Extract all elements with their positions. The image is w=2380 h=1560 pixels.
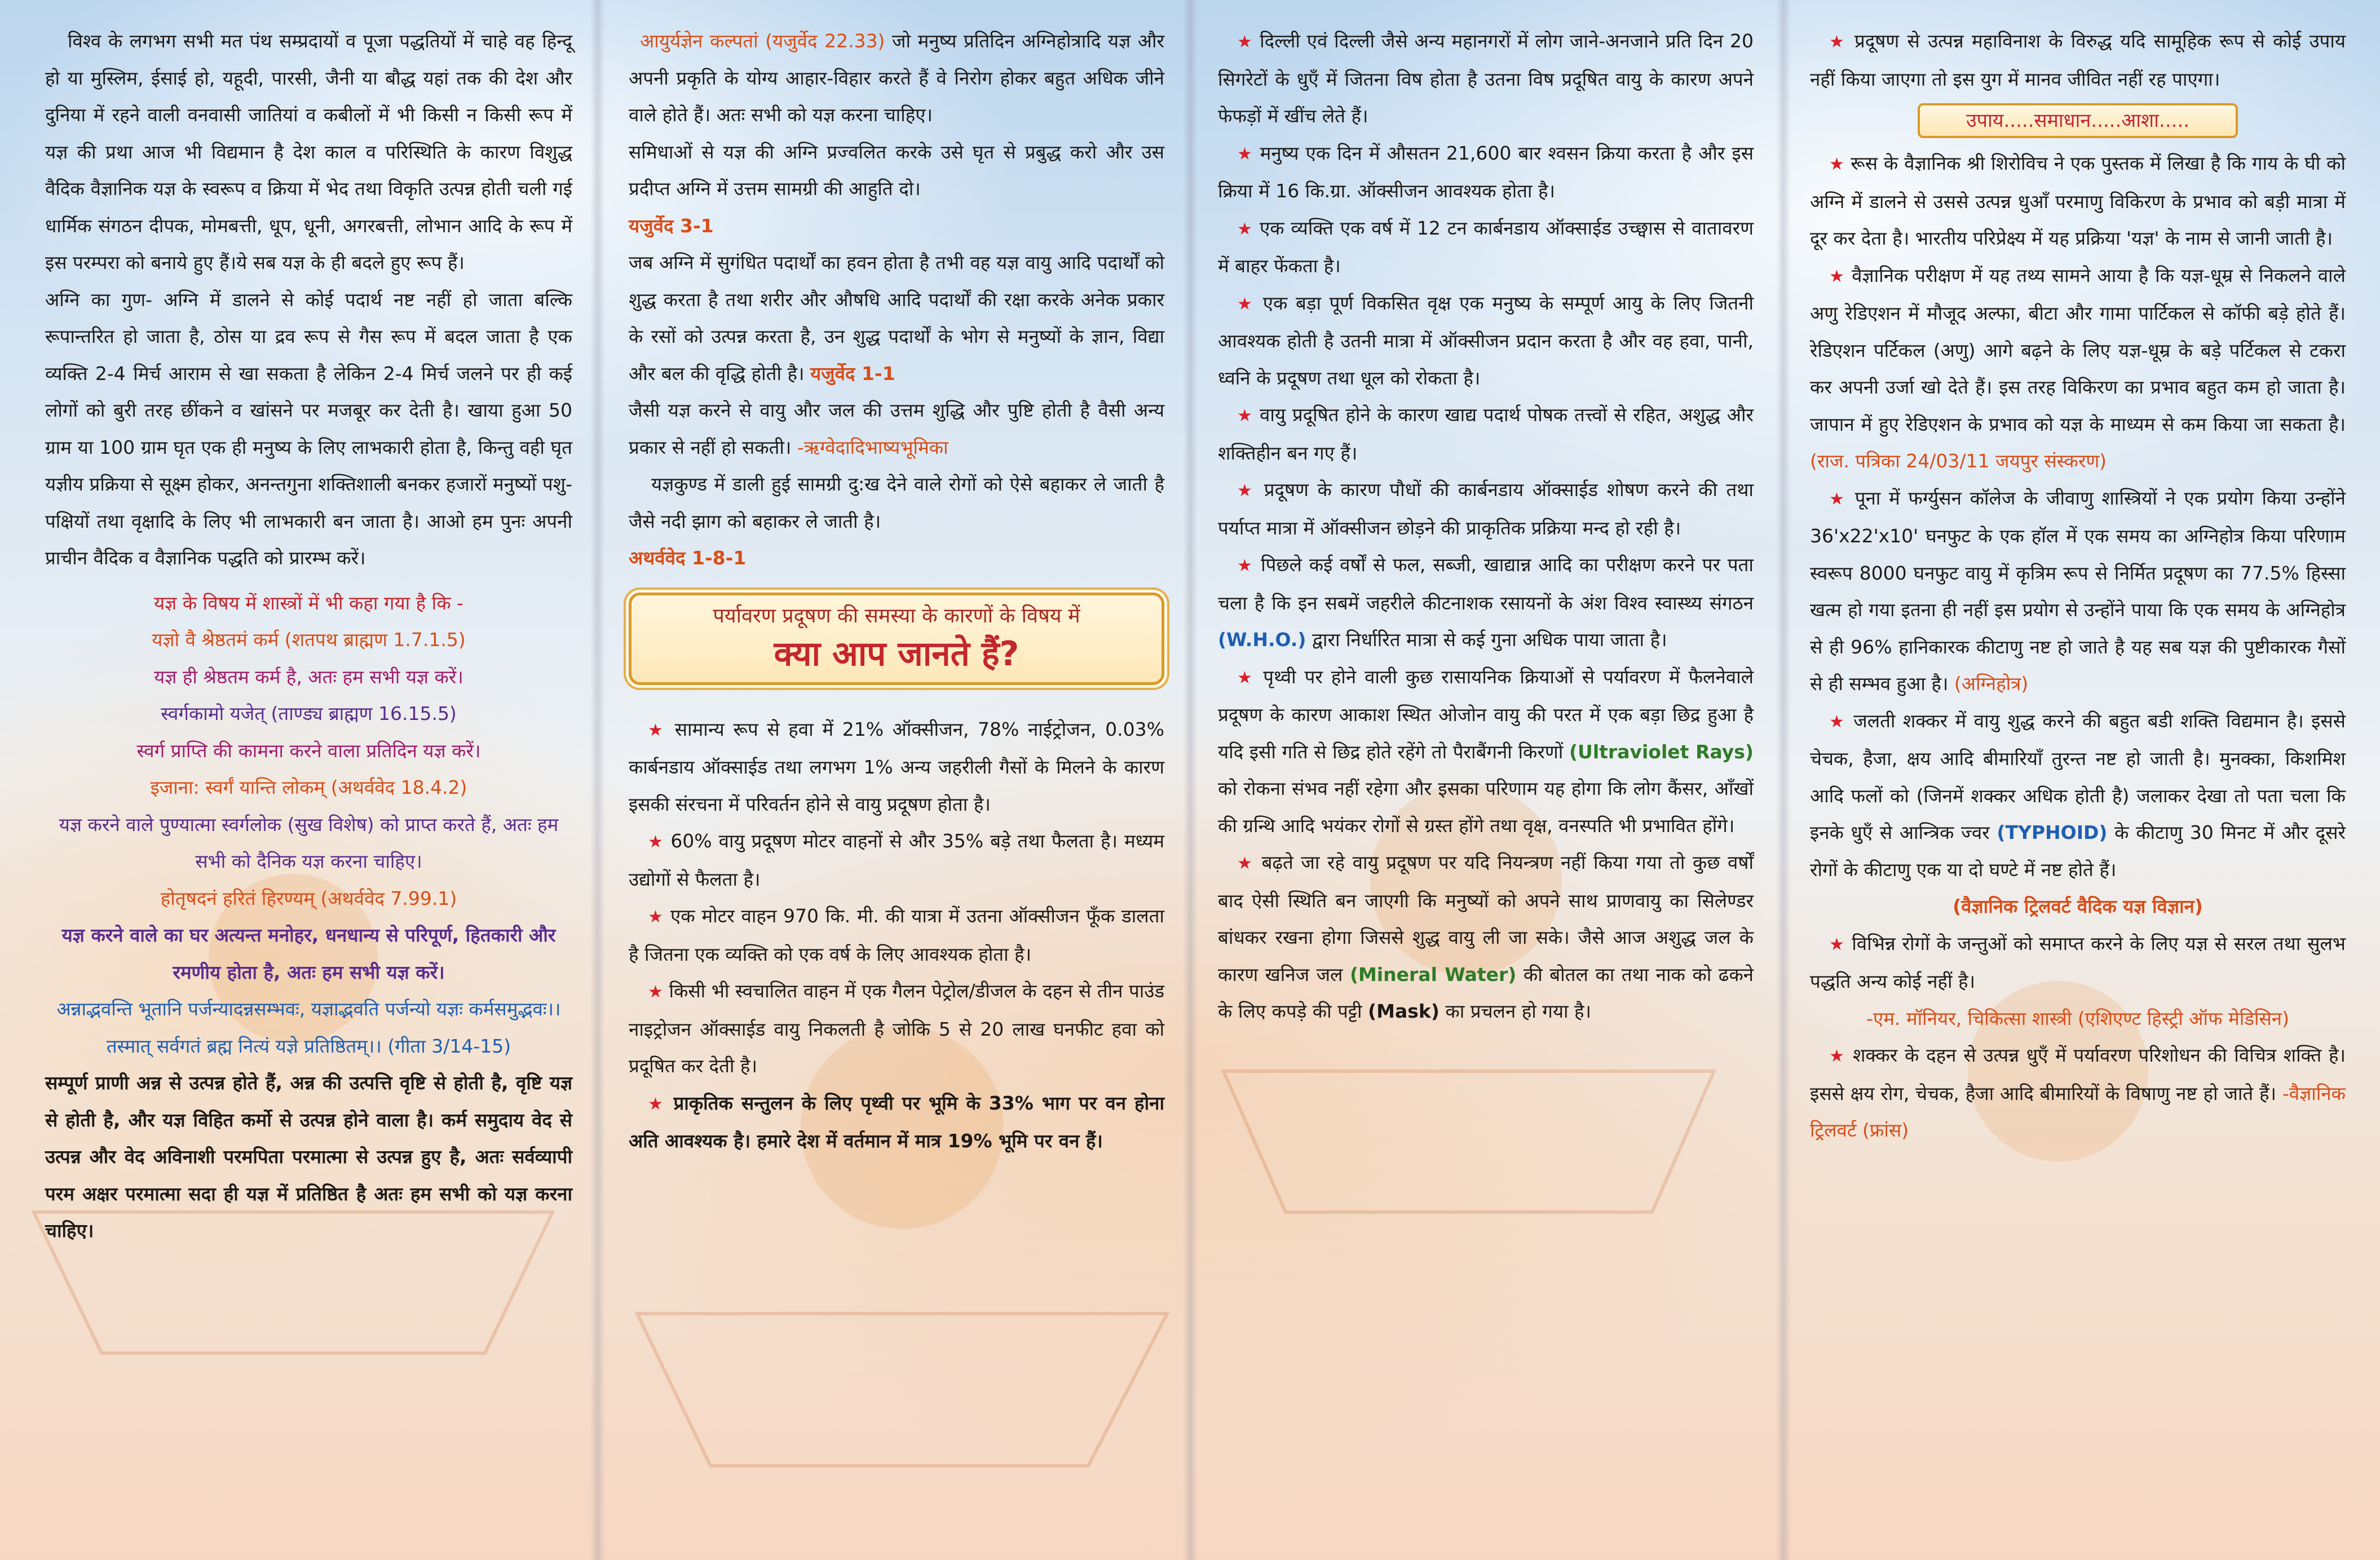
fact-pesticides <box>1218 546 1754 659</box>
star-icon: ★ <box>1829 1046 1846 1066</box>
outro-paragraph: सम्पूर्ण प्राणी अन्न से उत्पन्न होते हैं, अन्न की उत्पत्ति वृष्टि से होती है, वृष्टि यज्ञ से होती है, और यज्ञ विहित कर्मो से उत्पन्न होने वाला है। कर्म समुदाय वेद से उत्पन्न और वेद अविनाशी परमपिता परमात्मा से उत्पन्न हुए है, अतः सर्वव्यापी परम अक्षर परमात्मा सदा ही यज्ञ में प्रतिष्ठित है अतः हम सभी को यज्ञ करना चाहिए। <box>45 1072 572 1241</box>
banner-title: क्या आप जानते हैं? <box>774 634 1019 674</box>
ref-agnihotra: (अग्निहोत्र) <box>1954 673 2029 695</box>
fold-line-1 <box>590 0 605 1560</box>
fact-text: का प्रचलन हो गया है। <box>1445 1000 1592 1022</box>
star-icon: ★ <box>648 982 663 1002</box>
ref-yajurved-3-1: यजुर्वेद 3-1 <box>629 214 714 237</box>
havan-text: जब अग्नि में सुगंधित पदार्थों का हवन होता है तभी वह यज्ञ वायु आदि पदार्थों को शुद्ध करता है तथा शरीर और औषधि आदि पदार्थों की रक्षा करके अनेक प्रकार के रसों को उत्पन्न करता है, उन शुद्ध पदार्थों के भोग से मनुष्यों के ज्ञान, विद्या और बल की वृद्धि होती है। <box>629 251 1164 385</box>
fact-food <box>1218 396 1754 471</box>
panel-1 <box>45 23 572 1545</box>
fact-vehicle-oxygen <box>629 898 1164 973</box>
radiation-paragraph <box>1810 257 2346 480</box>
star-icon: ★ <box>1237 481 1256 501</box>
warning-paragraph <box>1810 23 2346 98</box>
warning-text: प्रदूषण से उत्पन्न महाविनाश के विरुद्ध यदि सामूहिक रूप से कोई उपाय नहीं किया जाएगा तो इस युग में मानव जीवित नहीं रह पाएगा। <box>1810 30 2346 90</box>
fact-text: द्वारा निर्धारित मात्रा से कई गुना अधिक पाया जाता है। <box>1312 629 1667 651</box>
kund-paragraph: यज्ञकुण्ड में डाली हुई सामग्री दु:ख देने वाले रोगों को ऐसे बहाकर ले जाती है जैसे नदी झाग को बहाकर ले जाती है। <box>629 473 1164 532</box>
fact-breathing <box>1218 135 1754 210</box>
ayur-text: जो मनुष्य प्रतिदिन अग्निहोत्रादि यज्ञ और अपनी प्रकृति के योग्य आहार-विहार करते हैं वे निरोग होकर बहुत अधिक जीने वाले होते हैं। अतः सभी को यज्ञ करना चाहिए। <box>629 30 1164 126</box>
fact-text: बढ़ते जा रहे वायु प्रदूषण पर यदि नियन्त्रण नहीं किया गया तो कुछ वर्षों बाद ऐसी स्थिति बन जाएगी कि मनुष्यों को अपने साथ प्राणवायु का सिलेण्डर बांधकर रखना होगा जिससे शुद्ध वायु ली जा सके। जैसे आज अशुद्ध जल के कारण खनिज जल <box>1218 851 1754 986</box>
star-icon: ★ <box>1829 154 1845 174</box>
star-icon: ★ <box>1237 556 1254 576</box>
fact-text: किसी भी स्वचालित वाहन में एक गैलन पेट्रोल/डीजल के दहन से तीन पाउंड नाइट्रोजन ऑक्साईड वायु निकलती है जोकि 5 से 20 लाख घनफीट हवा को प्रदूषित कर देती है। <box>629 980 1164 1077</box>
star-icon: ★ <box>1237 294 1255 314</box>
verse-4-meaning: यज्ञ करने वाले का घर अत्यन्त मनोहर, धनधान्य से परिपूर्ण, हितकारी और रमणीय होता है, अतः हम सभी यज्ञ करें। <box>61 924 556 983</box>
ref-rigvedadi: -ऋग्वेदादिभाष्यभूमिका <box>797 436 948 458</box>
ref-yajurved-1-1: यजुर्वेद 1-1 <box>810 362 895 385</box>
verse-4: होतृषदनं हरितं हिरण्यम् (अथर्ववेद 7.99.1) <box>160 887 457 909</box>
star-icon: ★ <box>1237 668 1255 688</box>
fact-text: मनुष्य एक दिन में औसतन 21,600 बार श्वसन क्रिया करता है और इस क्रिया में 16 कि.ग्रा. ऑक्सीजन आवश्यक होता है। <box>1218 142 1754 202</box>
star-icon: ★ <box>648 1094 665 1114</box>
fact-text: की बोतल का तथा नाक को ढकने के लिए कपड़े की पट्टी <box>1218 963 1754 1022</box>
shastra-heading: यज्ञ के विषय में शास्त्रों में भी कहा गया है कि - <box>154 591 463 614</box>
russia-text: रूस के वैज्ञानिक श्री शिरोविच ने एक पुस्तक में लिखा है कि गाय के घी को अग्नि में डालने से उससे उत्पन्न धुआँ परमाणु विकिरण के प्रभाव को बड़ी मात्रा में दूर कर देता है। भारतीय परिप्रेक्ष्य में यह प्रक्रिया 'यज्ञ' के नाम से जानी जाती है। <box>1810 152 2346 249</box>
who-label: (W.H.O.) <box>1218 629 1306 651</box>
fact-text: को रोकना संभव नहीं रहेगा और इसका परिणाम यह होगा कि लोग कैंसर, आँखों की ग्रन्थि आदि भयंकर रोगों से ग्रस्त होंगे तथा वृक्ष, वनस्पति भी प्रभावित होंगे। <box>1218 777 1754 837</box>
fact-text: वायु प्रदूषित होने के कारण खाद्य पदार्थ पोषक तत्त्वों से रहित, अशुद्ध और शक्तिहीन बन गए हैं। <box>1218 404 1754 464</box>
sugar-paragraph <box>1810 702 2346 889</box>
star-icon: ★ <box>648 720 666 740</box>
sugar-smoke-text: शक्कर के दहन से उत्पन्न धुएँ में पर्यावरण परिशोधन की विचित्र शक्ति है। इससे क्षय रोग, चेचक, हैजा आदि बीमारियों के विषाणु नष्ट हो जाते हैं। <box>1810 1044 2346 1104</box>
fact-plants <box>1218 471 1754 546</box>
star-icon: ★ <box>1829 32 1847 52</box>
shuddhi-text: जैसी यज्ञ करने से वायु और जल की उत्तम शुद्धि और पुष्टि होती है वैसी अन्य प्रकार से नहीं हो सकती। <box>629 399 1164 458</box>
star-icon: ★ <box>1829 489 1847 509</box>
fact-future <box>1218 844 1754 1030</box>
pune-text: पूना में फर्ग्युसन कॉलेज के जीवाणु शास्त्रियों ने एक प्रयोग किया उन्होंने 36'x22'x10' घनफुट के एक हॉल में एक समय का अग्निहोत्र किया परिणाम स्वरूप 8000 घनफुट वायु में कृत्रिम रूप से निर्मित प्रदूषण का 77.5% हिस्सा खत्म हो गया इतना ही नहीं इस प्रयोग से उन्होंने पाया कि एक समय के अग्निहोत्र से ही 96% हानिकारक कीटाणु नष्ट हो जाते है यह सब यज्ञ की पुष्टीकारक गैसों से ही सम्भव हुआ है। <box>1810 487 2346 695</box>
fact-gallon-fuel <box>629 973 1164 1085</box>
star-icon: ★ <box>648 907 664 927</box>
radiation-text: वैज्ञानिक परीक्षण में यह तथ्य सामने आया है कि यज्ञ-धूम्र से निकलने वाले अणु रेडिएशन में मौजूद अल्फा, बीटा और गामा पार्टिकल से कॉफी बड़े होते हैं। रेडिएशन पर्टिकल (अणु) आगे बढ़ने के लिए यज्ञ-धूम्र के बड़े पर्टिकल से टकरा कर अपनी उर्जा खो देते हैं। इस तरह विकिरण का प्रभाव बहुत कम हो जाता है। जापान में हुए रेडिएशन के प्रभाव को यज्ञ के माध्यम से कम किया जा सकता है। <box>1810 264 2346 435</box>
fact-text: एक बड़ा पूर्ण विकसित वृक्ष एक मनुष्य के सम्पूर्ण आयु के लिए जितनी आवश्यक होती है उतनी मात्रा में ऑक्सीजन प्रदान करता है और वह हवा, पानी, ध्वनि के प्रदूषण तथा धूल को रोकता है। <box>1218 291 1754 389</box>
fact-text: दिल्ली एवं दिल्ली जैसे अन्य महानगरों में लोग जाने-अनजाने प्रति दिन 20 सिगरेटों के धुएँ में जितना विष होता है उतना विष प्रदूषित वायु के कारण अपने फेफड़ों में खींच लेते हैं। <box>1218 30 1754 127</box>
havan-paragraph <box>629 244 1164 392</box>
samidha-paragraph: समिधाओं से यज्ञ की अग्नि प्रज्वलित करके उसे घृत से प्रबुद्ध करो और उस प्रदीप्त अग्नि में उत्तम सामग्री की आहुति दो। <box>629 140 1164 200</box>
verse-3-meaning: यज्ञ करने वाले पुण्यात्मा स्वर्गलोक (सुख विशेष) को प्राप्त करते हैं, अतः हम सभी को दैनिक यज्ञ करना चाहिए। <box>59 813 559 872</box>
disease-paragraph <box>1810 925 2346 1000</box>
star-icon: ★ <box>1237 854 1254 873</box>
fact-ozone <box>1218 659 1754 845</box>
fact-delhi <box>1218 23 1754 135</box>
disease-text: विभिन्न रोगों के जन्तुओं को समाप्त करने के लिए यज्ञ से सरल तथा सुलभ पद्धति अन्य कोई नहीं है। <box>1810 932 2346 992</box>
mineral-water-label: (Mineral Water) <box>1349 963 1517 986</box>
fact-air-composition <box>629 711 1164 823</box>
verse-3: इजाना: स्वर्गं यान्ति लोकम् (अथर्ववेद 18.4.2) <box>150 776 467 798</box>
ultraviolet-label: (Ultraviolet Rays) <box>1569 740 1754 763</box>
fold-line-2 <box>1183 0 1198 1560</box>
russia-paragraph <box>1810 145 2346 257</box>
star-icon: ★ <box>1829 711 1846 732</box>
sugar-smoke-paragraph <box>1810 1037 2346 1149</box>
gita-verse: अन्नाद्भवन्ति भूतानि पर्जन्यादन्नसम्भवः, यज्ञाद्भवति पर्जन्यो यज्ञः कर्मसमुद्भवः।। तस्मात् सर्वगतं ब्रह्म नित्यं यज्ञे प्रतिष्ठितम्।। (गीता 3/14-15) <box>56 998 561 1057</box>
fact-text: एक मोटर वाहन 970 कि. मी. की यात्रा में उतना ऑक्सीजन फूँक डालता है जितना एक व्यक्ति को एक वर्ष के लिए आवश्यक होता है। <box>629 905 1164 965</box>
fact-text: 60% वायु प्रदूषण मोटर वाहनों से और 35% बड़े तथा फैलता है। मध्यम उद्योगों से फैलता है। <box>629 830 1164 890</box>
ref-atharvaved-1-8-1: अथर्ववेद 1-8-1 <box>629 547 747 569</box>
ref-trilbert-vedic: (वैज्ञानिक ट्रिलवर्ट वैदिक यज्ञ विज्ञान) <box>1953 895 2203 917</box>
fact-forest-cover <box>629 1085 1164 1160</box>
panel-4 <box>1810 23 2346 1545</box>
ref-rajasthan-patrika: (राज. पत्रिका 24/03/11 जयपुर संस्करण) <box>1810 450 2107 472</box>
agni-paragraph: अग्नि का गुण- अग्नि में डालने से कोई पदार्थ नष्ट नहीं हो जाता बल्कि रूपान्तरित हो जाता है, ठोस या द्रव रूप से गैस रूप में बदल जाता है एक व्यक्ति 2-4 मिर्च आराम से खा सकता है लेकिन 2-4 मिर्च जलने पर ही कई लोगों को बुरी तरह छींकने व खांसने पर मजबूर कर देती है। खाया हुआ 50 ग्राम या 100 ग्राम घृत एक ही मनुष्य के लिए लाभकारी होता है, किन्तु वही घृत यज्ञीय प्रक्रिया से सूक्ष्म होकर, अनन्तगुना शक्तिशाली बनकर हजारों मनुष्यों पशु-पक्षियों तथा वृक्षादि के लिए भी लाभकारी बन जाता है। आओ हम पुनः अपनी प्राचीन वैदिक व वैज्ञानिक पद्धति को प्रारम्भ करें। <box>45 288 572 569</box>
ref-trilbert-france: -वैज्ञानिक ट्रिलवर्ट (फ्रांस) <box>1810 1082 2346 1141</box>
ref-yajurved-22-33: आयुर्यज्ञेन कल्पतां (यजुर्वेद 22.33) <box>640 30 885 52</box>
mask-label: (Mask) <box>1368 1000 1440 1022</box>
sugar-text: जलती शक्कर में वायु शुद्ध करने की बहुत बडी शक्ति विद्यमान है। इससे चेचक, हैजा, क्षय आदि बीमारियाँ तुरन्त नष्ट हो जाती है। मुनक्का, किशमिश आदि फलों को (जिनमें शक्कर अधिक होती है) जलाकर देखा तो पता चला कि इनके धुएँ से आन्त्रिक ज्वर <box>1810 709 2346 843</box>
panel-2 <box>629 23 1164 1545</box>
star-icon: ★ <box>1237 144 1253 164</box>
typhoid-label: (TYPHOID) <box>1997 821 2108 843</box>
solution-banner: उपाय.....समाधान.....आशा..... <box>1918 103 2238 138</box>
sugar-text: के कीटाणु 30 मिनट में और दूसरे रोगों के कीटाणु एक या दो घण्टे में नष्ट होते हैं। <box>1810 821 2346 881</box>
star-icon: ★ <box>1829 934 1845 954</box>
fact-text: प्रदूषण के कारण पौधों की कार्बनडाय ऑक्साईड शोषण करने की तथा पर्याप्त मात्रा में ऑक्सीजन छोड़ने की प्राकृतिक प्रक्रिया मन्द हो रही है। <box>1218 479 1754 539</box>
verse-2-meaning: स्वर्ग प्राप्ति की कामना करने वाला प्रतिदिन यज्ञ करें। <box>136 739 481 762</box>
fact-tree <box>1218 285 1754 397</box>
fact-text: एक व्यक्ति एक वर्ष में 12 टन कार्बनडाय ऑक्साईड उच्छ्वास से वातावरण में बाहर फेंकता है। <box>1218 216 1754 277</box>
panel-3 <box>1218 23 1754 1545</box>
verse-1: यज्ञो वै श्रेष्ठतमं कर्म (शतपथ ब्राह्मण 1.7.1.5) <box>152 629 466 651</box>
star-icon: ★ <box>1237 406 1253 426</box>
verse-2: स्वर्गकामो यजेत् (ताण्ड्य ब्राह्मण 16.15.5) <box>161 702 457 724</box>
fact-text: प्राकृतिक सन्तुलन के लिए पृथ्वी पर भूमि के 33% भाग पर वन होना अति आवश्यक है। हमारे देश में वर्तमान में मात्र 19% भूमि पर वन हैं। <box>629 1091 1164 1152</box>
fact-text: सामान्य रूप से हवा में 21% ऑक्सीजन, 78% नाईट्रोजन, 0.03% कार्बनडाय ऑक्साईड तथा लगभग 1% अन्य जहरीली गैसों के मिलने के कारण इसकी संरचना में परिवर्तन होने से वायु प्रदूषण होता है। <box>629 718 1164 815</box>
fold-line-3 <box>1776 0 1791 1560</box>
star-icon: ★ <box>1829 266 1845 286</box>
ref-monier: -एम. मॉनियर, चिकित्सा शास्त्री (एशिएण्ट हिस्ट्री ऑफ मेडिसिन) <box>1866 1007 2289 1029</box>
banner-subtitle: पर्यावरण प्रदूषण की समस्या के कारणों के विषय में <box>713 604 1080 627</box>
fact-text: पिछले कई वर्षों से फल, सब्जी, खाद्यान्न आदि का परीक्षण करने पर पता चला है कि इन सबमें जहरीले कीटनाशक रसायनों के अंश विश्व स्वास्थ्य संगठन <box>1218 554 1754 614</box>
verse-1-meaning: यज्ञ ही श्रेष्ठतम कर्म है, अतः हम सभी यज्ञ करें। <box>154 665 463 688</box>
intro-paragraph: विश्व के लगभग सभी मत पंथ सम्प्रदायों व पूजा पद्धतियों में चाहे वह हिन्दू हो या मुस्लिम, ईसाई हो, यहूदी, पारसी, जैनी या बौद्ध यहां तक की देश और दुनिया में रहने वाली वनवासी जातियां व कबीलों में भी किसी न किसी रूप में यज्ञ की प्रथा आज भी विद्यमान है देश काल व परिस्थिति के कारण विशुद्ध वैदिक वैज्ञानिक यज्ञ के स्वरूप व क्रिया में भेद तथा विकृति उत्पन्न होती चली गई धार्मिक संगठन दीपक, मोमबत्ती, धूप, धूनी, अगरबत्ती, लोभान आदि के रूप में इस परम्परा को बनाये हुए हैं।ये सब यज्ञ के ही बदले हुए रूप हैं। <box>45 30 572 273</box>
fact-text: पृथ्वी पर होने वाली कुछ रासायनिक क्रियाओं से पर्यावरण में फैलनेवाले प्रदूषण के कारण आकाश स्थित ओजोन वायु की परत में एक बड़ा छिद्र हुआ है यदि इसी गति से छिद्र होते रहेंगे तो पैराबैंगनी किरणों <box>1218 665 1754 763</box>
did-you-know-banner <box>629 593 1164 685</box>
fact-co2 <box>1218 210 1754 285</box>
fact-vehicle-pollution <box>629 823 1164 898</box>
star-icon: ★ <box>648 832 664 852</box>
pune-paragraph <box>1810 480 2346 702</box>
ayur-paragraph <box>629 23 1164 134</box>
shuddhi-paragraph <box>629 392 1164 466</box>
star-icon: ★ <box>1237 32 1253 52</box>
star-icon: ★ <box>1237 219 1253 239</box>
